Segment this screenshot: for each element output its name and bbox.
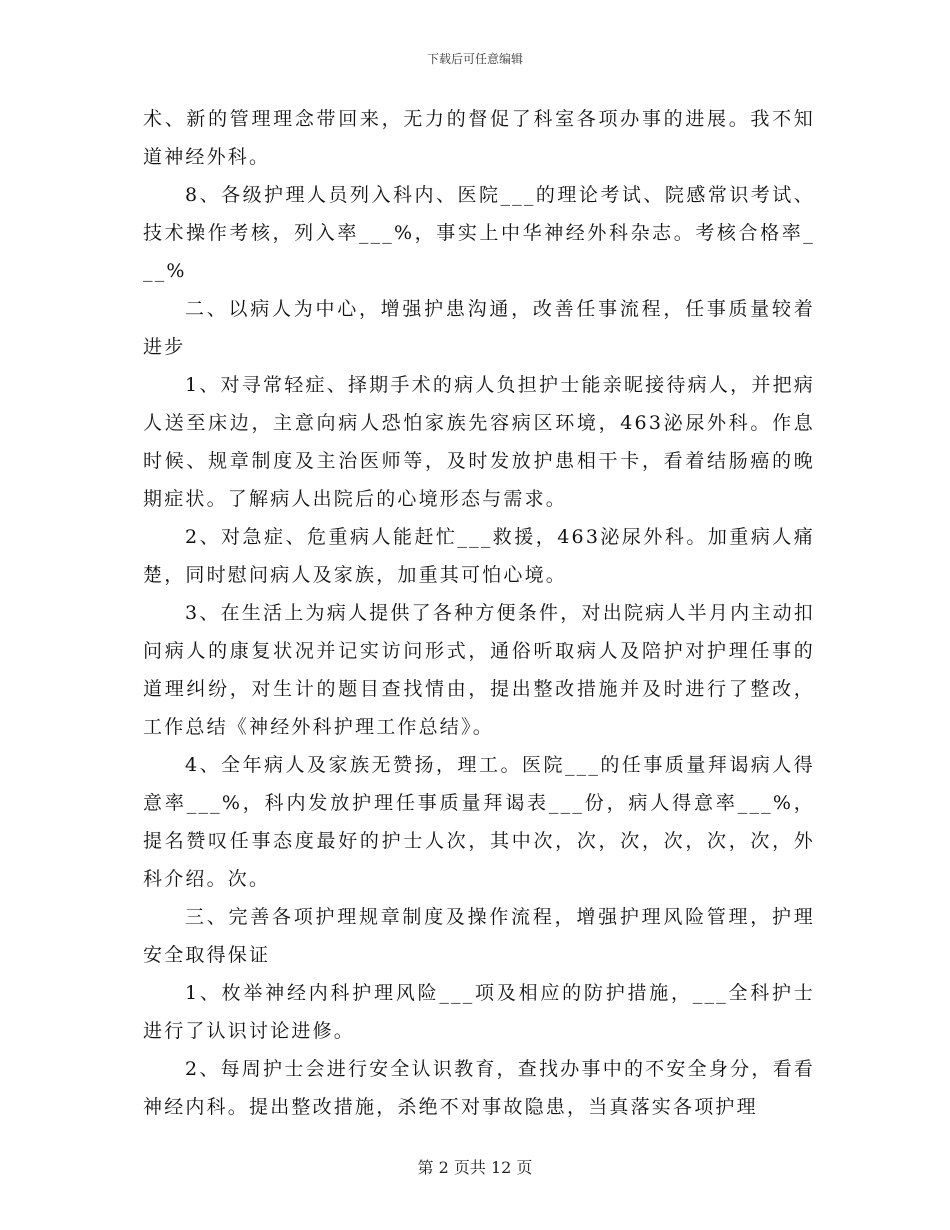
page-header: 下载后可任意编辑 (426, 52, 523, 66)
paragraph-5: 2、对急症、危重病人能赶忙___救援，463泌尿外科。加重病人痛楚，同时慰问病人及家族，加重其可怕心境。 (143, 526, 815, 586)
paragraph-9: 1、枚举神经内科护理风险___项及相应的防护措施，___全科护士进行了认识讨论进修。 (143, 982, 815, 1042)
paragraph-1: 术、新的管理理念带回来，无力的督促了科室各项办事的进展。我不知道神经外科。 (143, 108, 815, 168)
paragraph-6: 3、在生活上为病人提供了各种方便条件，对出院病人半月内主动扣问病人的康复状况并记实访问形式，通俗听取病人及陪护对护理任事的道理纠纷，对生计的题目查找情由，提出整改措施并及时进行了整改，工作总结《神经外科护理工作总结》。 (143, 602, 815, 738)
paragraph-10: 2、每周护士会进行安全认识教育，查找办事中的不安全身分，看看神经内科。提出整改措施，杀绝不对事故隐患，当真落实各项护理 (143, 1058, 815, 1118)
page-number: 第 2 页共 12 页 (417, 1158, 533, 1177)
section-heading-3: 三、完善各项护理规章制度及操作流程，增强护理风险管理，护理安全取得保证 (143, 906, 815, 966)
paragraph-7: 4、全年病人及家族无赞扬，理工。医院___的任事质量拜谒病人得意率___%，科内发放护理任事质量拜谒表___份，病人得意率___%，提名赞叹任事态度最好的护士人次，其中次，次，次，次，次，次，外科介绍。次。 (143, 754, 815, 890)
document-body (143, 100, 815, 1126)
paragraph-2: 8、各级护理人员列入科内、医院___的理论考试、院感常识考试、技术操作考核，列入率___%，事实上中华神经外科杂志。考核合格率___% (143, 184, 815, 282)
paragraph-4: 1、对寻常轻症、择期手术的病人负担护士能亲昵接待病人，并把病人送至床边，主意向病人恐怕家族先容病区环境，463泌尿外科。作息时候、规章制度及主治医师等，及时发放护患相干卡，看着结肠癌的晚期症状。了解病人出院后的心境形态与需求。 (143, 374, 815, 510)
section-heading-2: 二、以病人为中心，增强护患沟通，改善任事流程，任事质量较着进步 (143, 298, 815, 358)
